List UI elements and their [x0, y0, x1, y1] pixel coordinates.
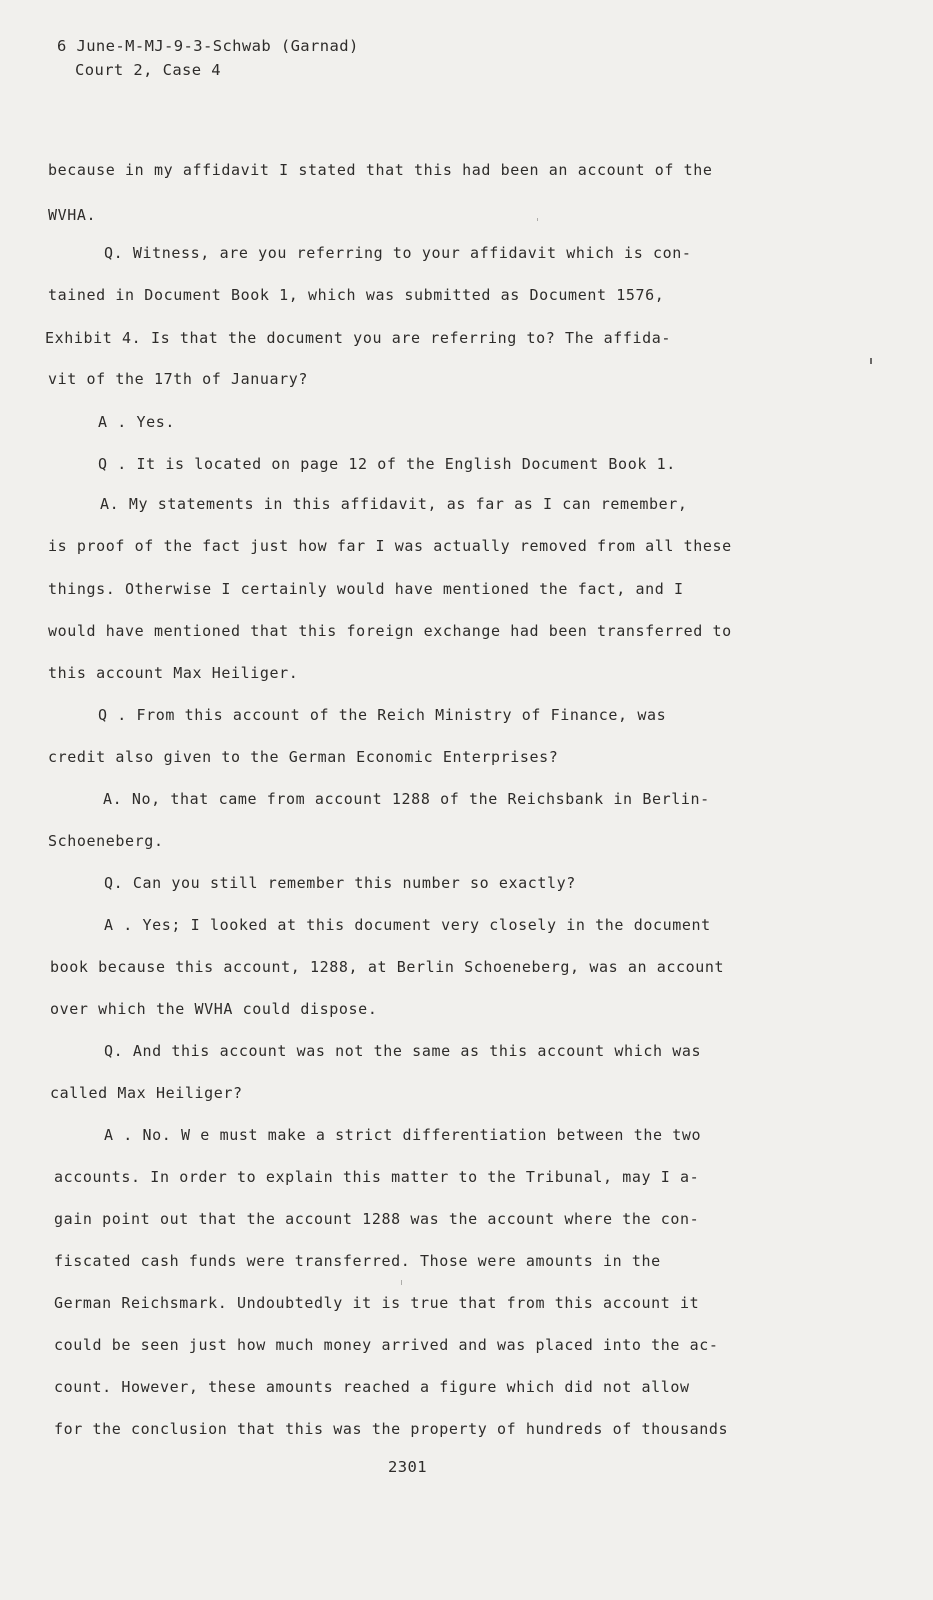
body-line: A. No, that came from account 1288 of the Reichsbank in Berlin-	[103, 790, 710, 808]
body-line: count. However, these amounts reached a figure which did not allow	[54, 1378, 690, 1396]
paper-mark	[870, 358, 872, 364]
body-line: over which the WVHA could dispose.	[50, 1000, 378, 1018]
body-line: gain point out that the account 1288 was the account where the con-	[54, 1210, 700, 1228]
body-line: Q. Witness, are you referring to your affidavit which is con-	[104, 244, 692, 262]
paper-mark	[401, 1280, 402, 1285]
body-line: vit of the 17th of January?	[48, 370, 309, 388]
body-line: things. Otherwise I certainly would have mentioned the fact, and I	[48, 580, 684, 598]
body-line: A . No. W e must make a strict differentiation between the two	[104, 1126, 702, 1144]
body-line: accounts. In order to explain this matter to the Tribunal, may I a-	[54, 1168, 700, 1186]
body-line: Q. Can you still remember this number so exactly?	[104, 874, 576, 892]
body-line: because in my affidavit I stated that this had been an account of the	[48, 161, 713, 179]
body-line: called Max Heiliger?	[50, 1084, 243, 1102]
header-line-2: Court 2, Case 4	[75, 61, 221, 79]
body-line: for the conclusion that this was the property of hundreds of thousands	[54, 1420, 729, 1438]
body-line: German Reichsmark. Undoubtedly it is true that from this account it	[54, 1294, 700, 1312]
header-line-1: 6 June-M-MJ-9-3-Schwab (Garnad)	[57, 37, 359, 55]
body-line: Q. And this account was not the same as this account which was	[104, 1042, 702, 1060]
body-line: Schoeneberg.	[48, 832, 164, 850]
body-line: A . Yes; I looked at this document very closely in the document	[104, 916, 711, 934]
body-line: would have mentioned that this foreign exchange had been transferred to	[48, 622, 732, 640]
paper-mark	[537, 218, 538, 221]
body-line: Q . It is located on page 12 of the English Document Book 1.	[98, 455, 676, 473]
body-line: tained in Document Book 1, which was submitted as Document 1576,	[48, 286, 665, 304]
page-number: 2301	[388, 1458, 427, 1476]
body-line: could be seen just how much money arrived and was placed into the ac-	[54, 1336, 719, 1354]
body-line: A. My statements in this affidavit, as far as I can remember,	[100, 495, 688, 513]
body-line: book because this account, 1288, at Berlin Schoeneberg, was an account	[50, 958, 725, 976]
body-line: credit also given to the German Economic Enterprises?	[48, 748, 559, 766]
body-line: Q . From this account of the Reich Ministry of Finance, was	[98, 706, 667, 724]
body-line: WVHA.	[48, 206, 97, 224]
body-line: is proof of the fact just how far I was actually removed from all these	[48, 537, 732, 555]
body-line: this account Max Heiliger.	[48, 664, 299, 682]
body-line: Exhibit 4. Is that the document you are referring to? The affida-	[45, 329, 671, 347]
body-line: fiscated cash funds were transferred. Those were amounts in the	[54, 1252, 661, 1270]
body-line: A . Yes.	[98, 413, 176, 431]
